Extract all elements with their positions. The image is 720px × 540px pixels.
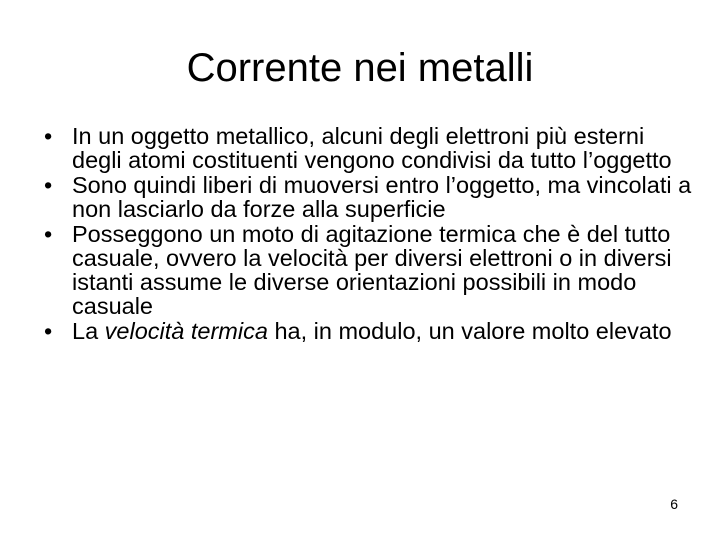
bullet-item [44,222,694,318]
bullet-list [44,124,694,344]
bullet-text: Posseggono un moto di agitazione termica che è del tutto casuale, ovvero la velocità per diversi elettroni o in diversi istanti assume le diverse orientazioni possibili in modo casuale [72,221,672,319]
bullet-text: In un oggetto metallico, alcuni degli elettroni più esterni degli atomi costituenti vengono condivisi da tutto l’oggetto [72,123,672,173]
page-number: 6 [670,496,678,512]
emphasized-term: velocità termica [104,318,268,344]
bullet-marker: • [44,221,53,247]
bullet-item [44,319,694,343]
slide-title: Corrente nei metalli [186,46,534,90]
bullet-marker: • [44,172,53,198]
bullet-text: Sono quindi liberi di muoversi entro l’oggetto, ma vincolati a non lasciarlo da forze alla superficie [72,172,692,222]
bullet-marker: • [44,123,53,149]
bullet-item [44,173,694,221]
bullet-text-prefix: La [72,318,105,344]
bullet-text-suffix: ha, in modulo, un valore molto elevato [267,318,672,344]
bullet-item [44,124,694,172]
bullet-marker: • [44,318,53,344]
